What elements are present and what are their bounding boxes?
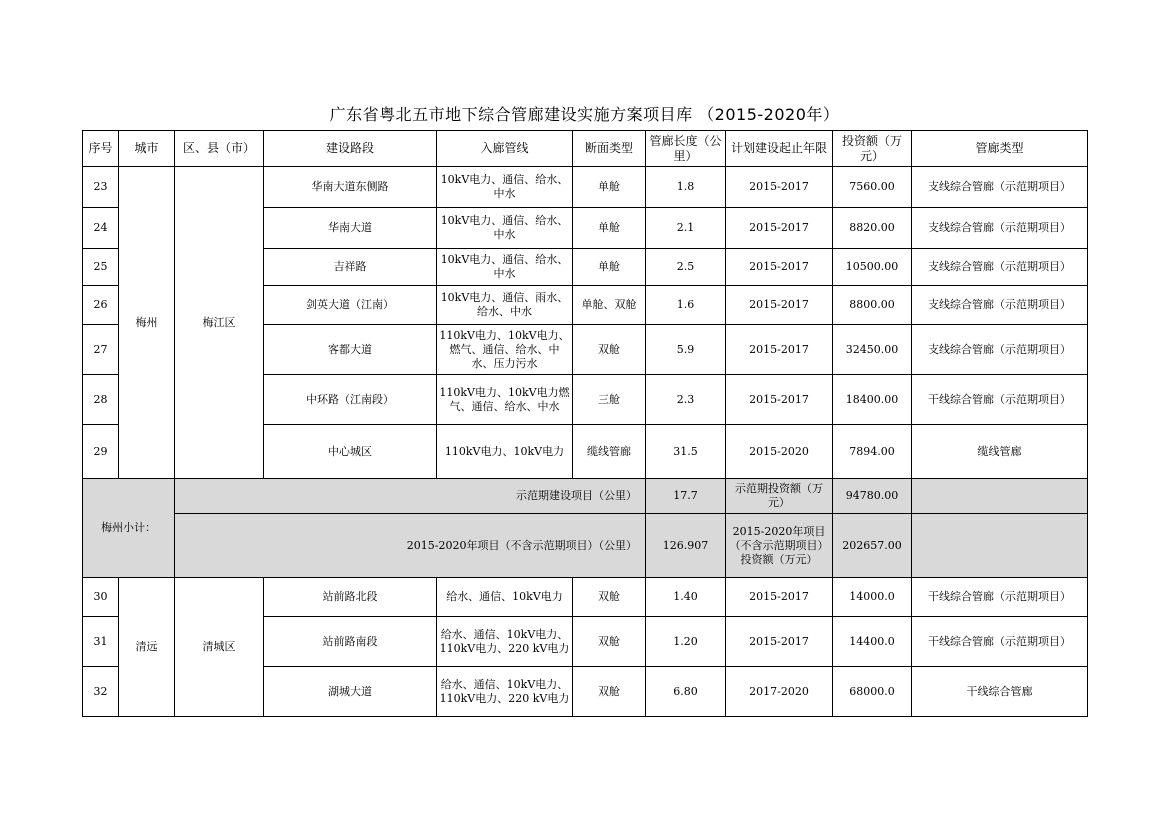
cell-seq: 27 [83, 325, 119, 375]
subtotal-all-label: 2015-2020年项目（不含示范期项目）（公里） [175, 514, 646, 578]
cell-pipelines: 110kV电力、10kV电力 [437, 425, 573, 479]
cell-section: 单舱 [573, 249, 646, 286]
cell-section: 单舱 [573, 208, 646, 249]
cell-type: 缆线管廊 [912, 425, 1088, 479]
cell-road: 湖城大道 [264, 667, 437, 717]
cell-length: 1.40 [646, 578, 726, 617]
cell-investment: 14000.0 [833, 578, 912, 617]
cell-type: 支线综合管廊（示范期项目） [912, 325, 1088, 375]
cell-length: 2.1 [646, 208, 726, 249]
header-seq: 序号 [83, 131, 119, 167]
header-city: 城市 [119, 131, 175, 167]
header-section: 断面类型 [573, 131, 646, 167]
cell-investment: 7560.00 [833, 167, 912, 208]
cell-investment: 7894.00 [833, 425, 912, 479]
cell-seq: 24 [83, 208, 119, 249]
cell-period: 2015-2017 [726, 617, 833, 667]
cell-type: 支线综合管廊（示范期项目） [912, 286, 1088, 325]
header-length: 管廊长度（公里） [646, 131, 726, 167]
cell-district: 清城区 [175, 578, 264, 717]
subtotal-row-all [83, 514, 1088, 578]
cell-investment: 68000.0 [833, 667, 912, 717]
header-period: 计划建设起止年限 [726, 131, 833, 167]
subtotal-demo-invest: 94780.00 [833, 479, 912, 514]
subtotal-demo-length: 17.7 [646, 479, 726, 514]
cell-seq: 30 [83, 578, 119, 617]
cell-road: 华南大道 [264, 208, 437, 249]
cell-pipelines: 110kV电力、10kV电力燃气、通信、给水、中水 [437, 375, 573, 425]
cell-investment: 8820.00 [833, 208, 912, 249]
header-road: 建设路段 [264, 131, 437, 167]
cell-type: 支线综合管廊（示范期项目） [912, 249, 1088, 286]
cell-type: 干线综合管廊（示范期项目） [912, 578, 1088, 617]
cell-pipelines: 10kV电力、通信、雨水、给水、中水 [437, 286, 573, 325]
cell-period: 2015-2017 [726, 578, 833, 617]
subtotal-demo-invest-label: 示范期投资额（万元） [726, 479, 833, 514]
cell-road: 中心城区 [264, 425, 437, 479]
cell-investment: 18400.00 [833, 375, 912, 425]
cell-seq: 28 [83, 375, 119, 425]
cell-road: 华南大道东侧路 [264, 167, 437, 208]
cell-seq: 23 [83, 167, 119, 208]
cell-city: 清远 [119, 578, 175, 717]
cell-section: 单舱 [573, 167, 646, 208]
cell-seq: 31 [83, 617, 119, 667]
subtotal-row-demo [83, 479, 1088, 514]
cell-length: 1.8 [646, 167, 726, 208]
cell-section: 缆线管廊 [573, 425, 646, 479]
cell-pipelines: 给水、通信、10kV电力、110kV电力、220 kV电力 [437, 617, 573, 667]
cell-section: 双舱 [573, 578, 646, 617]
cell-section: 双舱 [573, 617, 646, 667]
cell-period: 2015-2020 [726, 425, 833, 479]
cell-investment: 8800.00 [833, 286, 912, 325]
cell-type: 支线综合管廊（示范期项目） [912, 167, 1088, 208]
subtotal-all-invest: 202657.00 [833, 514, 912, 578]
cell-period: 2015-2017 [726, 208, 833, 249]
cell-type: 干线综合管廊（示范期项目） [912, 617, 1088, 667]
cell-seq: 26 [83, 286, 119, 325]
header-type: 管廊类型 [912, 131, 1088, 167]
page-title: 广东省粤北五市地下综合管廊建设实施方案项目库 （2015-2020年） [329, 105, 840, 124]
cell-period: 2015-2017 [726, 286, 833, 325]
cell-investment: 14400.0 [833, 617, 912, 667]
cell-investment: 32450.00 [833, 325, 912, 375]
cell-seq: 29 [83, 425, 119, 479]
header-pipelines: 入廊管线 [437, 131, 573, 167]
cell-pipelines: 10kV电力、通信、给水、中水 [437, 208, 573, 249]
cell-road: 吉祥路 [264, 249, 437, 286]
cell-length: 2.5 [646, 249, 726, 286]
cell-period: 2015-2017 [726, 325, 833, 375]
cell-period: 2015-2017 [726, 167, 833, 208]
table-row [83, 167, 1088, 208]
cell-road: 剑英大道（江南） [264, 286, 437, 325]
cell-type: 干线综合管廊（示范期项目） [912, 375, 1088, 425]
cell-type: 支线综合管廊（示范期项目） [912, 208, 1088, 249]
cell-pipelines: 10kV电力、通信、给水、中水 [437, 167, 573, 208]
cell-investment: 10500.00 [833, 249, 912, 286]
cell-road: 中环路（江南段） [264, 375, 437, 425]
header-investment: 投资额（万元） [833, 131, 912, 167]
cell-district: 梅江区 [175, 167, 264, 479]
cell-seq: 32 [83, 667, 119, 717]
cell-length: 1.6 [646, 286, 726, 325]
subtotal-label: 梅州小计： [83, 479, 175, 578]
subtotal-all-invest-label: 2015-2020年项目（不含示范期项目）投资额（万元） [726, 514, 833, 578]
cell-pipelines: 给水、通信、10kV电力 [437, 578, 573, 617]
cell-length: 5.9 [646, 325, 726, 375]
cell-length: 2.3 [646, 375, 726, 425]
cell-pipelines: 10kV电力、通信、给水、中水 [437, 249, 573, 286]
cell-length: 1.20 [646, 617, 726, 667]
cell-road: 站前路北段 [264, 578, 437, 617]
subtotal-all-length: 126.907 [646, 514, 726, 578]
project-table [82, 130, 1088, 717]
subtotal-all-empty [912, 514, 1088, 578]
subtotal-demo-empty [912, 479, 1088, 514]
header-district: 区、县（市） [175, 131, 264, 167]
table-row [83, 578, 1088, 617]
cell-road: 站前路南段 [264, 617, 437, 667]
cell-section: 三舱 [573, 375, 646, 425]
cell-road: 客都大道 [264, 325, 437, 375]
cell-city: 梅州 [119, 167, 175, 479]
cell-section: 双舱 [573, 667, 646, 717]
cell-type: 干线综合管廊 [912, 667, 1088, 717]
cell-period: 2015-2017 [726, 249, 833, 286]
cell-section: 双舱 [573, 325, 646, 375]
cell-period: 2015-2017 [726, 375, 833, 425]
cell-length: 6.80 [646, 667, 726, 717]
cell-seq: 25 [83, 249, 119, 286]
cell-length: 31.5 [646, 425, 726, 479]
cell-pipelines: 110kV电力、10kV电力、燃气、通信、给水、中水、压力污水 [437, 325, 573, 375]
subtotal-demo-label: 示范期建设项目（公里） [175, 479, 646, 514]
cell-pipelines: 给水、通信、10kV电力、110kV电力、220 kV电力 [437, 667, 573, 717]
header-row [83, 131, 1088, 167]
cell-period: 2017-2020 [726, 667, 833, 717]
cell-section: 单舱、双舱 [573, 286, 646, 325]
